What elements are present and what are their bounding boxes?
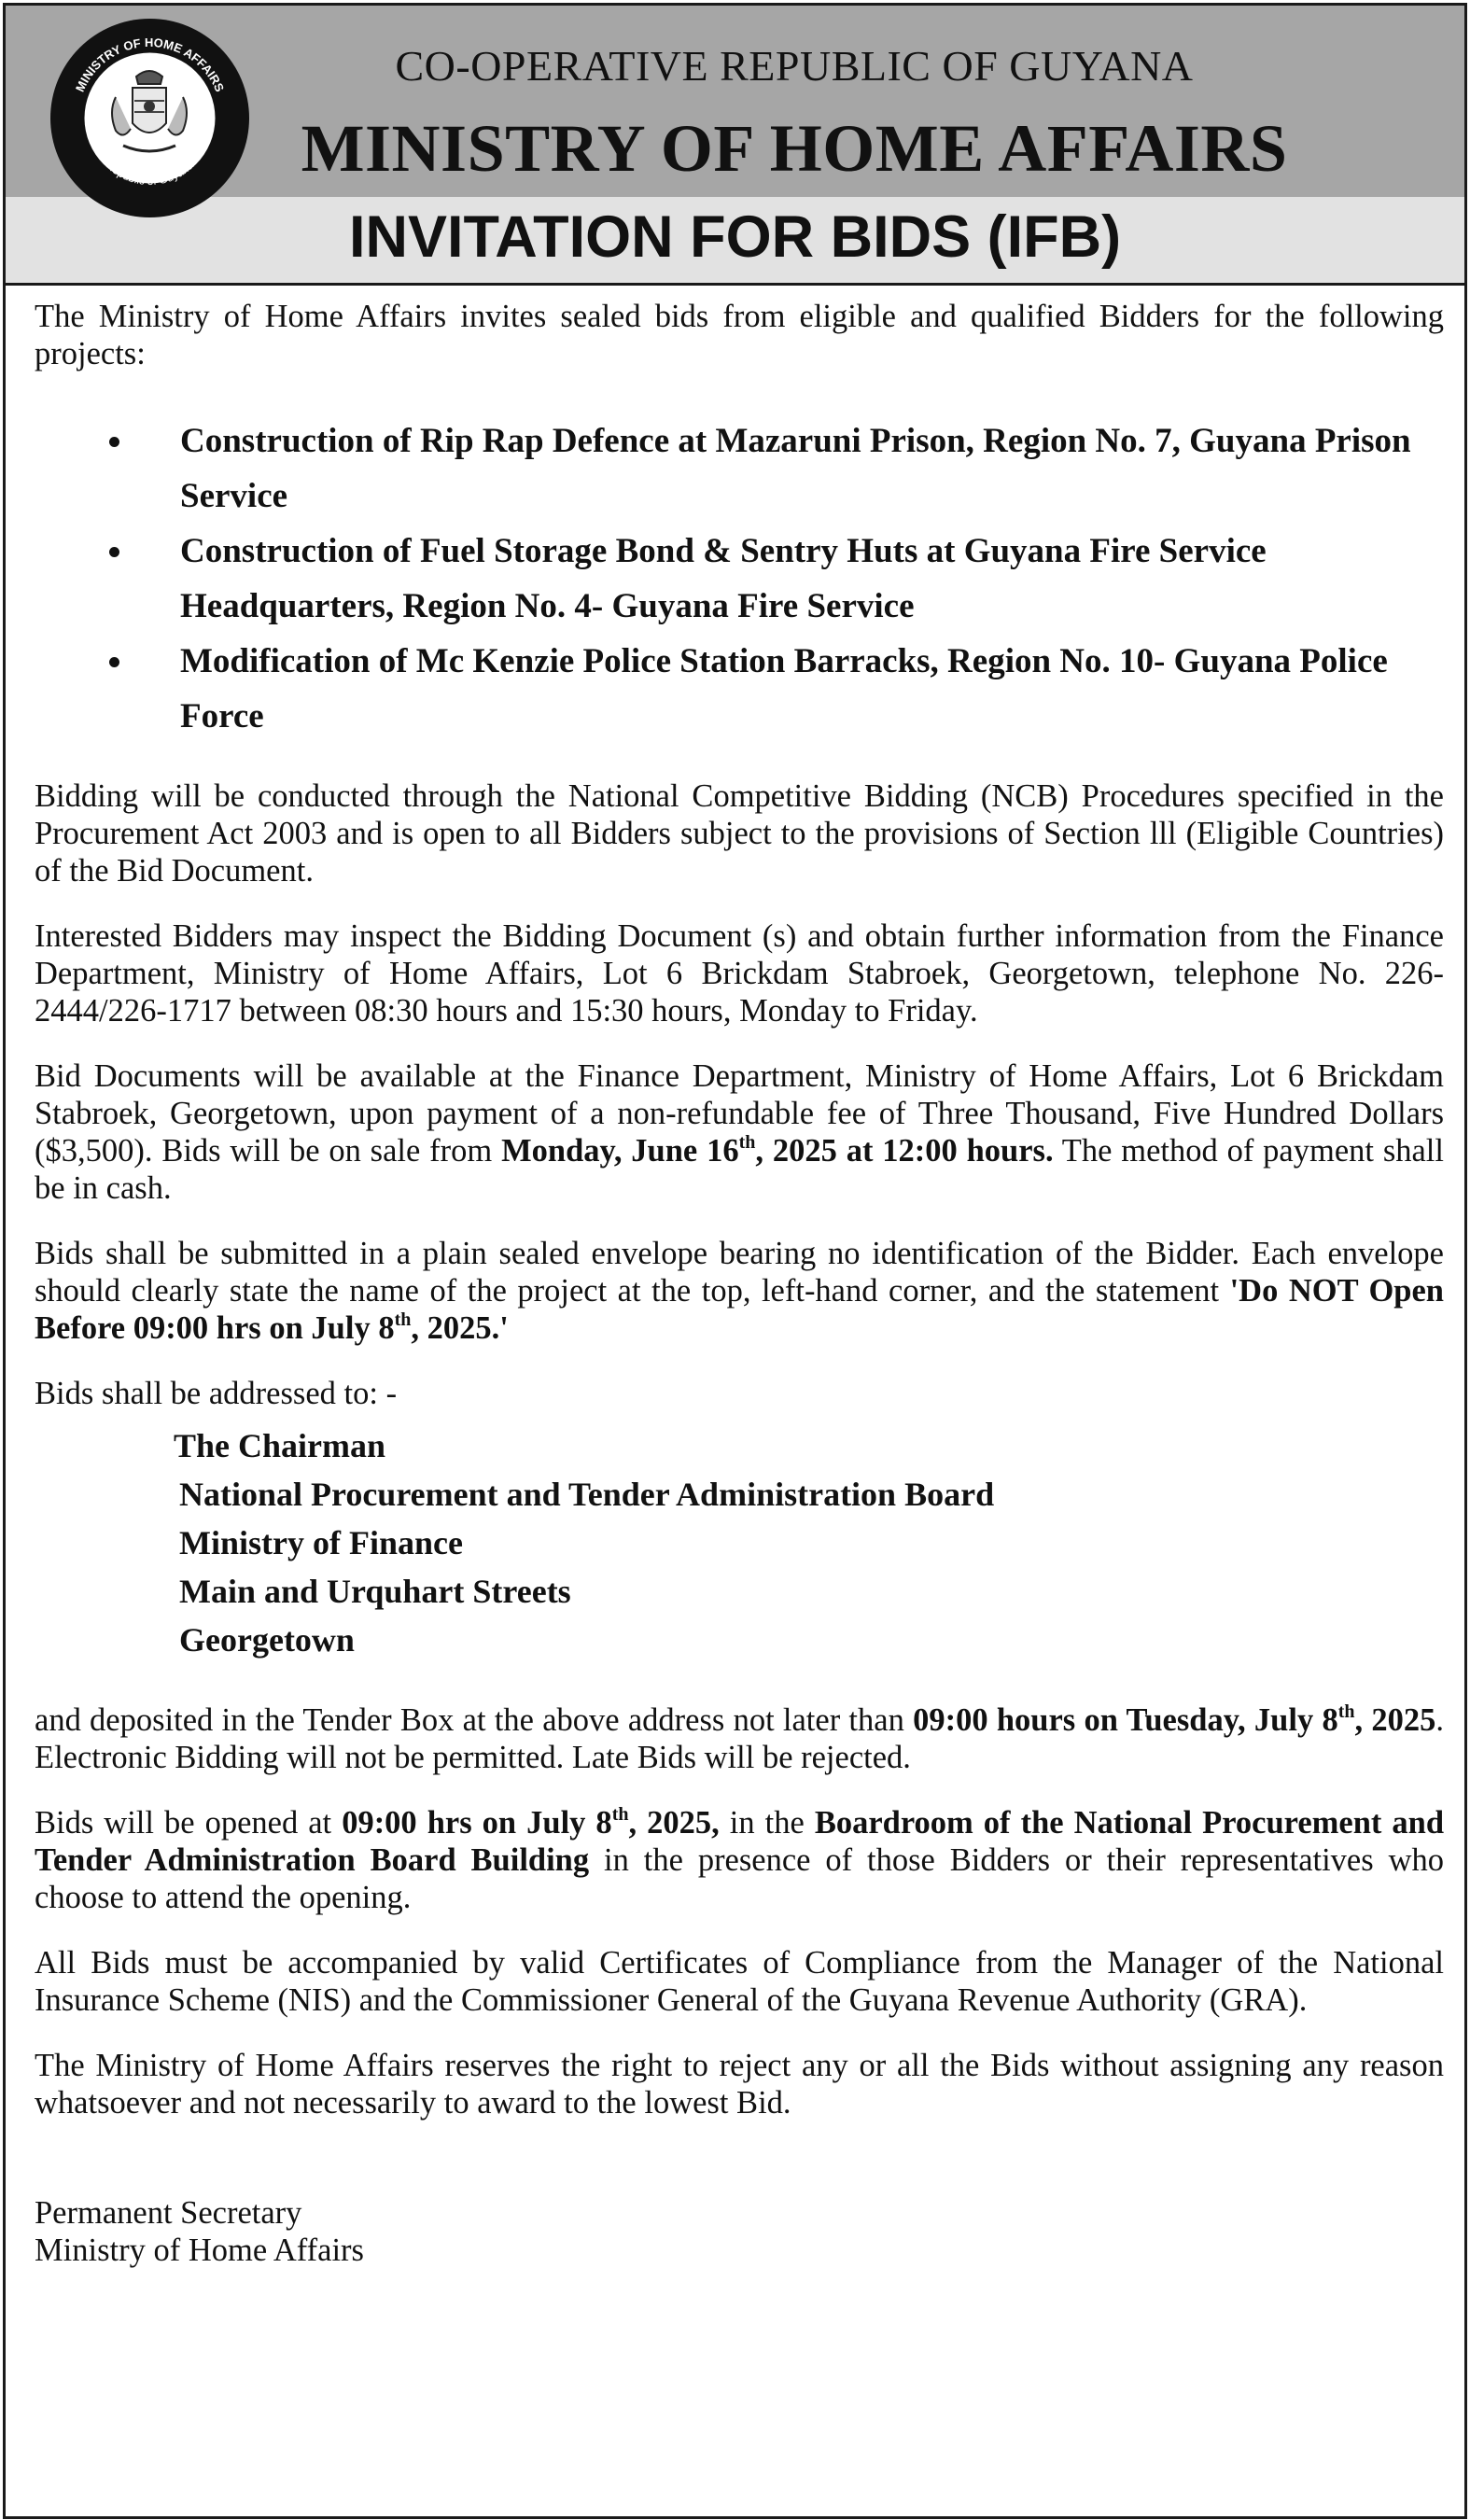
bullet-icon	[109, 547, 119, 557]
address-line: The Chairman	[174, 1427, 386, 1464]
address-line: Main and Urquhart Streets	[179, 1573, 571, 1610]
coat-of-arms-icon	[50, 19, 249, 217]
header-divider	[6, 283, 1464, 286]
republic-heading: CO-OPERATIVE REPUBLIC OF GUYANA	[395, 42, 1194, 90]
address-block	[35, 1421, 1444, 1664]
certificates-paragraph: All Bids must be accompanied by valid Certificates of Compliance from the Manager of the National Insurance Scheme (NIS) and the Commissioner General of the Guyana Revenue Authority (GRA).	[35, 1945, 1444, 2018]
documents-paragraph: Bid Documents will be available at the Finance Department, Ministry of Home Affairs, Lot 6 Brickdam Stabroek, Georgetown, upon payment of a non-refundable fee of Three Thousand, Five Hundred Dollars ($3,500). Bids will be on sale from Monday, June 16th, 2025 at 12:00 hours. The method of payment shall be in cash.	[35, 1058, 1444, 1206]
deposit-paragraph: and deposited in the Tender Box at the above address not later than 09:00 hours on Tuesday, July 8th, 2025. Electronic Bidding will not be permitted. Late Bids will be rejected.	[35, 1701, 1445, 1775]
project-item: Construction of Rip Rap Defence at Mazaruni Prison, Region No. 7, Guyana Prison Service	[35, 413, 1444, 524]
address-line: Georgetown	[179, 1621, 355, 1659]
notice-body	[35, 298, 1444, 2269]
inspect-paragraph: Interested Bidders may inspect the Bidding Document (s) and obtain further information from the Finance Department, Ministry of Home Affairs, Lot 6 Brickdam Stabroek, Georgetown, telephone No. 226-2444/226-1717 between 08:30 hours and 15:30 hours, Monday to Friday.	[35, 918, 1444, 1029]
page-title: INVITATION FOR BIDS (IFB)	[348, 204, 1122, 270]
ministry-heading: MINISTRY OF HOME AFFAIRS	[301, 111, 1288, 186]
signature-block	[35, 2194, 1444, 2269]
bullet-icon	[109, 657, 119, 667]
signatory-org: Ministry of Home Affairs	[35, 2233, 364, 2268]
bidding-paragraph: Bidding will be conducted through the National Competitive Bidding (NCB) Procedures specified in the Procurement Act 2003 and is open to all Bidders subject to the provisions of Section lll (Eligible Countries) of the Bid Document.	[35, 778, 1444, 889]
submission-paragraph: Bids shall be submitted in a plain sealed envelope bearing no identification of the Bidder. Each envelope should clearly state the name of the project at the top, left-hand corner, and the statement 'Do NOT Open Before 09:00 hrs on July 8th, 2025.'	[35, 1236, 1444, 1346]
project-list	[35, 413, 1444, 744]
project-item: Construction of Fuel Storage Bond & Sentry Huts at Guyana Fire Service Headquarters, Region No. 4- Guyana Fire Service	[35, 524, 1444, 634]
address-line: Ministry of Finance	[179, 1524, 463, 1561]
addressed-to-label: Bids shall be addressed to: -	[35, 1376, 398, 1411]
opening-paragraph: Bids will be opened at 09:00 hrs on July 8th, 2025, in the Boardroom of the National Procurement and Tender Administration Board Building in the presence of those Bidders or their representatives who choose to attend the opening.	[35, 1804, 1445, 1915]
intro-paragraph: The Ministry of Home Affairs invites sealed bids from eligible and qualified Bidders for the following projects:	[35, 299, 1444, 371]
ifb-notice	[3, 3, 1467, 2519]
reservation-paragraph: The Ministry of Home Affairs reserves the right to reject any or all the Bids without assigning any reason whatsoever and not necessarily to award to the lowest Bid.	[35, 2048, 1444, 2121]
project-item: Modification of Mc Kenzie Police Station Barracks, Region No. 10- Guyana Police Force	[35, 634, 1444, 744]
bullet-icon	[109, 437, 119, 447]
seal-bottom-text: Republic of Guyana	[104, 158, 196, 189]
seal-top-text: MINISTRY OF HOME AFFAIRS	[72, 35, 228, 94]
address-line: National Procurement and Tender Administration Board	[179, 1476, 995, 1513]
signatory-title: Permanent Secretary	[35, 2195, 302, 2231]
ministry-seal	[50, 19, 249, 217]
